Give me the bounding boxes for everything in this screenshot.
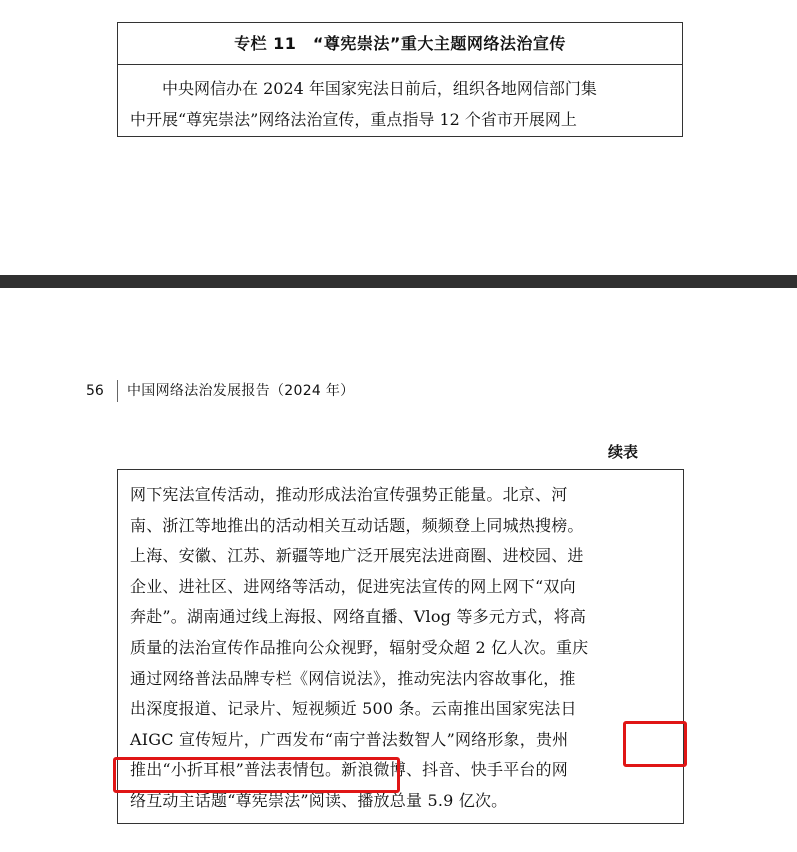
text-line: 企业、进社区、进网络等活动，促进宪法宣传的网上网下“双向 xyxy=(130,576,576,596)
sidebar-box-title: 专栏 11 “尊宪崇法”重大主题网络法治宣传 xyxy=(118,23,682,65)
text-line: 络互动主话题“尊宪崇法”阅读、播放总量 5.9 亿次。 xyxy=(130,790,508,810)
text-line: 奔赴”。湖南通过线上海报、网络直播、Vlog 等多元方式，将高 xyxy=(130,607,587,627)
text-line: 质量的法治宣传作品推向公众视野，辐射受众超 2 亿人次。重庆 xyxy=(130,637,589,657)
text-line: 出深度报道、记录片、短视频近 500 条。云南推出国家宪法日 xyxy=(130,699,577,719)
continued-label: 续表 xyxy=(608,443,639,461)
page-number: 56 xyxy=(86,383,104,399)
text-line: 上海、安徽、江苏、新疆等地广泛开展宪法进商圈、进校园、进 xyxy=(130,546,584,566)
text-line: 通过网络普法品牌专栏《网信说法》，推动宪法内容故事化，推 xyxy=(130,668,576,688)
report-title: 中国网络法治发展报告（2024 年） xyxy=(127,383,355,399)
text-line: 网下宪法宣传活动，推动形成法治宣传强势正能量。北京、河 xyxy=(130,485,568,504)
sidebar-box-line: 中开展“尊宪崇法”网络法治宣传，重点指导 12 个省市开展网上 xyxy=(130,110,577,129)
page-divider xyxy=(0,275,797,288)
text-line: 南、浙江等地推出的活动相关互动话题，频频登上同城热搜榜。 xyxy=(130,515,584,535)
highlight-box-guizhou xyxy=(623,721,687,767)
text-line: AIGC 宣传短片，广西发布“南宁普法数智人”网络形象，贵州 xyxy=(130,729,569,749)
sidebar-box-line: 中央网信办在 2024 年国家宪法日前后，组织各地网信部门集 xyxy=(130,79,597,98)
sidebar-box-body xyxy=(118,65,682,135)
highlight-box-emoji-pack xyxy=(113,757,400,793)
header-separator xyxy=(117,380,118,402)
text-line: 推出“小折耳根”普法表情包。新浪微博、抖音、快手平台的网 xyxy=(130,760,568,780)
sidebar-box xyxy=(117,22,683,137)
